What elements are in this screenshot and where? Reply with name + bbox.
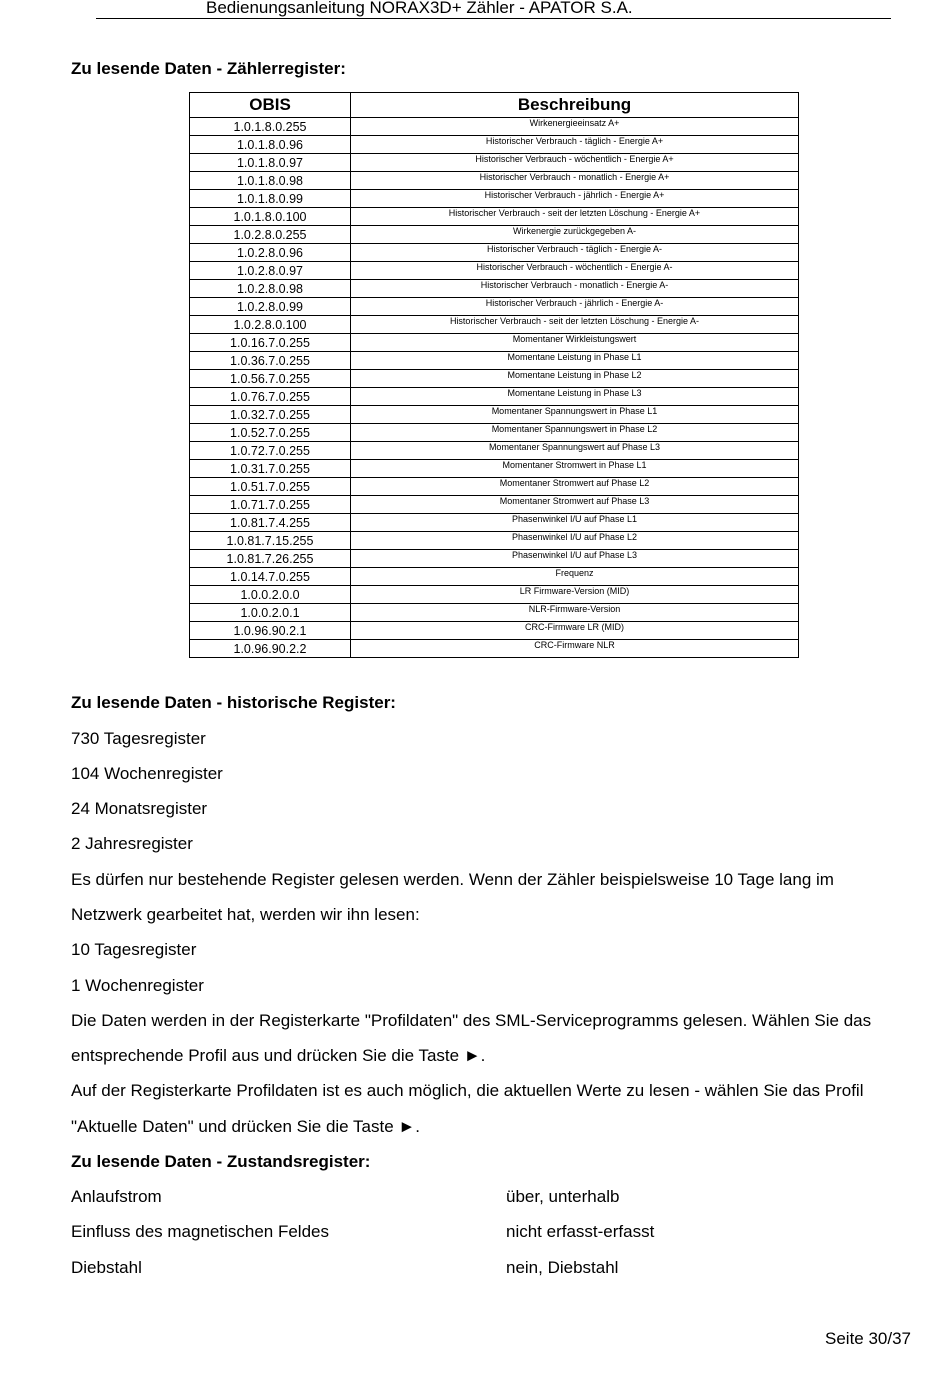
description-cell: Momentaner Stromwert in Phase L1 <box>351 460 799 478</box>
obis-code-cell: 1.0.72.7.0.255 <box>190 442 351 460</box>
obis-code-cell: 1.0.81.7.15.255 <box>190 532 351 550</box>
document-title: Bedienungsanleitung NORAX3D+ Zähler - APATOR S.A. <box>206 0 633 17</box>
table-row <box>190 316 799 334</box>
table-row <box>190 190 799 208</box>
text-line: 1 Wochenregister <box>71 976 204 995</box>
obis-code-cell: 1.0.2.8.0.99 <box>190 298 351 316</box>
table-row <box>190 280 799 298</box>
obis-code-cell: 1.0.2.8.0.96 <box>190 244 351 262</box>
table-row <box>190 262 799 280</box>
description-cell: Wirkenergieeinsatz A+ <box>351 118 799 136</box>
description-cell: Historischer Verbrauch - wöchentlich - Energie A+ <box>351 154 799 172</box>
table-row <box>190 244 799 262</box>
table-row <box>190 154 799 172</box>
obis-code-cell: 1.0.1.8.0.99 <box>190 190 351 208</box>
obis-code-cell: 1.0.0.2.0.0 <box>190 586 351 604</box>
obis-code-cell: 1.0.96.90.2.1 <box>190 622 351 640</box>
description-cell: Momentane Leistung in Phase L2 <box>351 370 799 388</box>
obis-code-cell: 1.0.1.8.0.100 <box>190 208 351 226</box>
table-row <box>190 406 799 424</box>
obis-table <box>189 92 799 658</box>
text-line: entsprechende Profil aus und drücken Sie die Taste ►. <box>71 1046 486 1065</box>
description-cell: Momentaner Stromwert auf Phase L3 <box>351 496 799 514</box>
table-row <box>190 550 799 568</box>
description-cell: Frequenz <box>351 568 799 586</box>
text-line: Netzwerk gearbeitet hat, werden wir ihn lesen: <box>71 905 420 924</box>
table-row <box>190 640 799 658</box>
description-cell: LR Firmware-Version (MID) <box>351 586 799 604</box>
status-value: nicht erfasst-erfasst <box>506 1222 655 1241</box>
obis-code-cell: 1.0.76.7.0.255 <box>190 388 351 406</box>
description-cell: Historischer Verbrauch - täglich - Energie A+ <box>351 136 799 154</box>
obis-code-cell: 1.0.2.8.0.97 <box>190 262 351 280</box>
description-cell: Phasenwinkel I/U auf Phase L3 <box>351 550 799 568</box>
obis-code-cell: 1.0.0.2.0.1 <box>190 604 351 622</box>
table-row <box>190 136 799 154</box>
status-label: Anlaufstrom <box>71 1187 162 1206</box>
obis-code-cell: 1.0.56.7.0.255 <box>190 370 351 388</box>
table-row <box>190 298 799 316</box>
description-cell: Historischer Verbrauch - monatlich - Energie A- <box>351 280 799 298</box>
description-cell: Historischer Verbrauch - jährlich - Energie A- <box>351 298 799 316</box>
table-row <box>190 424 799 442</box>
description-cell: Momentaner Spannungswert in Phase L1 <box>351 406 799 424</box>
obis-code-cell: 1.0.51.7.0.255 <box>190 478 351 496</box>
column-header-obis: OBIS <box>190 93 351 118</box>
obis-code-cell: 1.0.2.8.0.100 <box>190 316 351 334</box>
description-cell: Phasenwinkel I/U auf Phase L1 <box>351 514 799 532</box>
table-row <box>190 334 799 352</box>
table-row <box>190 460 799 478</box>
description-cell: CRC-Firmware NLR <box>351 640 799 658</box>
description-cell: Momentane Leistung in Phase L3 <box>351 388 799 406</box>
description-cell: Momentaner Spannungswert auf Phase L3 <box>351 442 799 460</box>
obis-code-cell: 1.0.81.7.4.255 <box>190 514 351 532</box>
obis-code-cell: 1.0.1.8.0.255 <box>190 118 351 136</box>
table-row <box>190 370 799 388</box>
text-line: 2 Jahresregister <box>71 834 193 853</box>
table-row <box>190 568 799 586</box>
description-cell: Momentane Leistung in Phase L1 <box>351 352 799 370</box>
description-cell: Historischer Verbrauch - seit der letzten Löschung - Energie A+ <box>351 208 799 226</box>
page-header <box>96 0 891 19</box>
obis-code-cell: 1.0.36.7.0.255 <box>190 352 351 370</box>
counter-registers-heading: Zu lesende Daten - Zählerregister: <box>71 59 346 78</box>
status-label: Diebstahl <box>71 1258 142 1277</box>
text-line: Die Daten werden in der Registerkarte "Profildaten" des SML-Serviceprogramms gelesen. Wählen Sie das <box>71 1011 872 1030</box>
obis-code-cell: 1.0.81.7.26.255 <box>190 550 351 568</box>
description-cell: Wirkenergie zurückgegeben A- <box>351 226 799 244</box>
obis-code-cell: 1.0.71.7.0.255 <box>190 496 351 514</box>
table-row <box>190 118 799 136</box>
column-header-description: Beschreibung <box>351 93 799 118</box>
obis-code-cell: 1.0.1.8.0.98 <box>190 172 351 190</box>
table-row <box>190 532 799 550</box>
description-cell: Historischer Verbrauch - monatlich - Energie A+ <box>351 172 799 190</box>
obis-code-cell: 1.0.96.90.2.2 <box>190 640 351 658</box>
table-row <box>190 172 799 190</box>
text-line: 10 Tagesregister <box>71 940 197 959</box>
description-cell: Historischer Verbrauch - seit der letzten Löschung - Energie A- <box>351 316 799 334</box>
table-row <box>190 226 799 244</box>
text-line: Es dürfen nur bestehende Register gelesen werden. Wenn der Zähler beispielsweise 10 Tage lang im <box>71 870 834 889</box>
obis-code-cell: 1.0.14.7.0.255 <box>190 568 351 586</box>
table-row <box>190 388 799 406</box>
status-label: Einfluss des magnetischen Feldes <box>71 1222 329 1241</box>
page-number: Seite 30/37 <box>825 1329 912 1348</box>
obis-code-cell: 1.0.16.7.0.255 <box>190 334 351 352</box>
description-cell: Momentaner Spannungswert in Phase L2 <box>351 424 799 442</box>
table-header-row <box>190 93 799 118</box>
historical-registers-heading: Zu lesende Daten - historische Register: <box>71 693 396 712</box>
text-line: 24 Monatsregister <box>71 799 208 818</box>
text-line: 730 Tagesregister <box>71 729 206 748</box>
status-value: über, unterhalb <box>506 1187 620 1206</box>
status-registers-heading: Zu lesende Daten - Zustandsregister: <box>71 1152 371 1171</box>
table-row <box>190 586 799 604</box>
description-cell: Historischer Verbrauch - wöchentlich - Energie A- <box>351 262 799 280</box>
description-cell: CRC-Firmware LR (MID) <box>351 622 799 640</box>
description-cell: Historischer Verbrauch - täglich - Energie A- <box>351 244 799 262</box>
status-value: nein, Diebstahl <box>506 1258 619 1277</box>
text-line: 104 Wochenregister <box>71 764 223 783</box>
obis-code-cell: 1.0.32.7.0.255 <box>190 406 351 424</box>
table-row <box>190 514 799 532</box>
description-cell: Historischer Verbrauch - jährlich - Energie A+ <box>351 190 799 208</box>
text-line: Auf der Registerkarte Profildaten ist es auch möglich, die aktuellen Werte zu lesen - wählen Sie das Profil <box>71 1081 864 1100</box>
obis-code-cell: 1.0.2.8.0.255 <box>190 226 351 244</box>
description-cell: NLR-Firmware-Version <box>351 604 799 622</box>
obis-code-cell: 1.0.52.7.0.255 <box>190 424 351 442</box>
table-row <box>190 604 799 622</box>
description-cell: Momentaner Wirkleistungswert <box>351 334 799 352</box>
table-body <box>190 118 799 658</box>
table-row <box>190 352 799 370</box>
description-cell: Phasenwinkel I/U auf Phase L2 <box>351 532 799 550</box>
text-line: "Aktuelle Daten" und drücken Sie die Taste ►. <box>71 1117 420 1136</box>
table-row <box>190 496 799 514</box>
table-row <box>190 478 799 496</box>
description-cell: Momentaner Stromwert auf Phase L2 <box>351 478 799 496</box>
table-row <box>190 208 799 226</box>
obis-code-cell: 1.0.1.8.0.96 <box>190 136 351 154</box>
obis-code-cell: 1.0.31.7.0.255 <box>190 460 351 478</box>
table-row <box>190 622 799 640</box>
table-row <box>190 442 799 460</box>
obis-code-cell: 1.0.2.8.0.98 <box>190 280 351 298</box>
obis-code-cell: 1.0.1.8.0.97 <box>190 154 351 172</box>
